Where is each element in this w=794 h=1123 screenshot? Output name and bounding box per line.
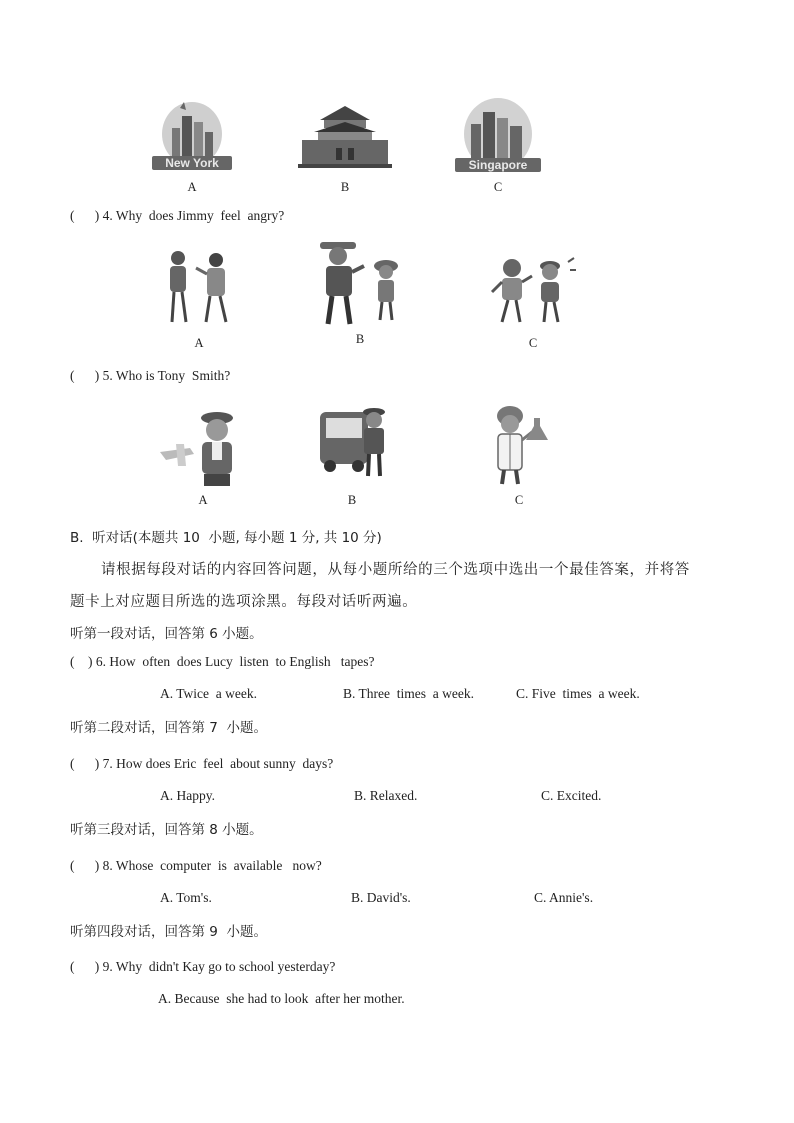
q4-option-a-label: A (194, 336, 204, 350)
q5-question: 5. Who is Tony Smith? (102, 368, 231, 383)
scientist-icon (488, 404, 552, 486)
q4-image-c (488, 254, 578, 326)
q9-option-a[interactable]: A. Because she had to look after her mother. (158, 991, 405, 1006)
two-kids-arguing-icon (488, 254, 578, 326)
man-scolding-boy-icon (314, 240, 404, 326)
new-york-skyline-icon (150, 98, 234, 174)
q7-option-b[interactable]: B. Relaxed. (354, 788, 418, 803)
q4-question: 4. Why does Jimmy feel angry? (102, 208, 285, 223)
answer-blank[interactable]: ( ) (70, 959, 100, 974)
q8-option-a[interactable]: A. Tom's. (160, 890, 212, 905)
q7-intro: 听第二段对话，回答第 7 小题。 (70, 720, 267, 736)
q5-option-c-label: C (514, 493, 524, 507)
answer-blank[interactable]: ( ) (70, 858, 100, 873)
q6-row (70, 654, 374, 670)
q6-intro: 听第一段对话，回答第 6 小题。 (70, 626, 263, 642)
q3-image-a (150, 98, 234, 174)
q5-row (70, 368, 230, 384)
q3-image-c (453, 96, 543, 176)
section-b-heading: B. 听对话(本题共 10 小题, 每小题 1 分, 共 10 分) (70, 530, 382, 546)
q9-row (70, 959, 335, 975)
q8-option-c[interactable]: C. Annie's. (534, 890, 594, 905)
q9-intro: 听第四段对话，回答第 9 小题。 (70, 924, 267, 940)
two-children-talking-icon (160, 244, 240, 326)
q7-option-a[interactable]: A. Happy. (160, 788, 215, 803)
q9-question: 9. Why didn't Kay go to school yesterday? (102, 959, 336, 974)
q4-option-b-label: B (355, 332, 365, 346)
singapore-logo-text: Singapore (468, 158, 528, 172)
answer-blank[interactable]: ( ) (70, 368, 100, 383)
q4-row (70, 208, 284, 224)
q6-option-b[interactable]: B. Three times a week. (343, 686, 474, 701)
pilot-icon (160, 408, 240, 488)
q5-image-b (316, 404, 388, 478)
section-b-instruction-line2: 题卡上对应题目所选的选项涂黑。每段对话听两遍。 (70, 594, 418, 610)
q5-image-a (160, 408, 240, 488)
q8-intro: 听第三段对话，回答第 8 小题。 (70, 822, 263, 838)
new-york-logo-text: New York (165, 156, 219, 170)
q5-option-a-label: A (198, 493, 208, 507)
answer-blank[interactable]: ( ) (70, 208, 100, 223)
q3-option-b-label: B (340, 180, 350, 194)
section-b-instruction-line1: 请根据每段对话的内容回答问题，从每小题所给的三个选项中选出一个最佳答案，并将答 (101, 562, 690, 578)
q6-option-c[interactable]: C. Five times a week. (516, 686, 640, 701)
q3-option-a-label: A (187, 180, 197, 194)
q7-option-c[interactable]: C. Excited. (541, 788, 602, 803)
q4-option-c-label: C (528, 336, 538, 350)
q3-option-c-label: C (493, 180, 503, 194)
q7-question: 7. How does Eric feel about sunny days? (102, 756, 334, 771)
q6-option-a[interactable]: A. Twice a week. (160, 686, 258, 701)
answer-blank[interactable]: ( ) (70, 654, 93, 669)
q3-image-b (298, 102, 392, 170)
tiananmen-gate-icon (298, 102, 392, 170)
q8-option-b[interactable]: B. David's. (351, 890, 411, 905)
answer-blank[interactable]: ( ) (70, 756, 100, 771)
q5-image-c (488, 404, 552, 486)
q4-image-a (160, 244, 240, 326)
q8-row (70, 858, 322, 874)
q5-option-b-label: B (347, 493, 357, 507)
q4-image-b (314, 240, 404, 326)
singapore-skyline-icon (453, 96, 543, 176)
q6-question: 6. How often does Lucy listen to English tapes? (95, 654, 375, 669)
q8-question: 8. Whose computer is available now? (102, 858, 322, 873)
bus-driver-icon (316, 404, 388, 478)
q7-row (70, 756, 333, 772)
